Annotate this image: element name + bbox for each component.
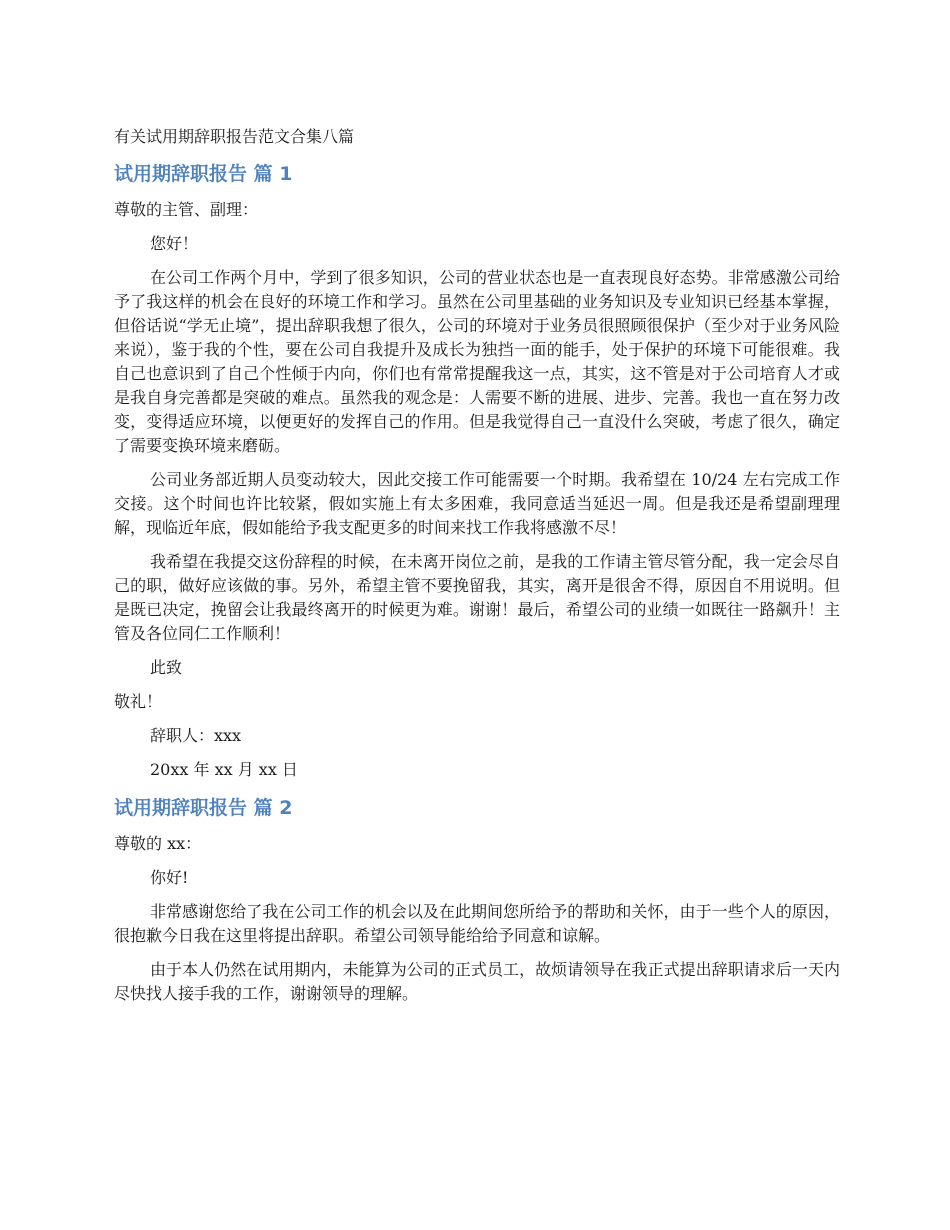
- signer: 辞职人：xxx: [150, 726, 242, 745]
- salutation: 尊敬的 xx：: [114, 834, 202, 853]
- greeting: 您好！: [150, 234, 199, 253]
- section-heading: 试用期辞职报告 篇 1: [114, 163, 293, 185]
- date: 20xx 年 xx 月 xx 日: [150, 760, 298, 779]
- body-paragraph: 非常感谢您给了我在公司工作的机会以及在此期间您所给予的帮助和关怀，由于一些个人的原因，很抱歉今日我在这里将提出辞职。希望公司领导能给给予同意和谅解。: [114, 902, 840, 945]
- document-title: 有关试用期辞职报告范文合集八篇: [114, 127, 355, 146]
- closing-line: 此致: [150, 658, 183, 677]
- salutation: 尊敬的主管、副理：: [114, 200, 259, 219]
- body-paragraph: 由于本人仍然在试用期内，未能算为公司的正式员工，故烦请领导在我正式提出辞职请求后一天内尽快找人接手我的工作，谢谢领导的理解。: [114, 960, 840, 1003]
- greeting: 你好!: [150, 868, 189, 887]
- body-paragraph: 我希望在我提交这份辞程的时候，在未离开岗位之前，是我的工作请主管尽管分配，我一定会尽自己的职，做好应该做的事。另外，希望主管不要挽留我，其实，离开是很舍不得，原因自不用说明。但是既已决定，挽留会让我最终离开的时候更为难。谢谢！最后，希望公司的业绩一如既往一路飙升！主管及各位同仁工作顺利！: [114, 552, 840, 643]
- closing-salute: 敬礼！: [114, 692, 163, 711]
- document-page: [114, 124, 840, 1016]
- section-heading: 试用期辞职报告 篇 2: [114, 797, 293, 819]
- body-paragraph: 公司业务部近期人员变动较大，因此交接工作可能需要一个时期。我希望在 10/24 左右完成工作交接。这个时间也许比较紧，假如实施上有太多困难，我同意适当延迟一周。但是我还是希望副理理解，现临近年底，假如能给予我支配更多的时间来找工作我将感激不尽！: [114, 470, 840, 537]
- section-1: [114, 160, 840, 782]
- section-2: [114, 794, 840, 1006]
- body-paragraph: 在公司工作两个月中，学到了很多知识，公司的营业状态也是一直表现良好态势。非常感激公司给予了我这样的机会在良好的环境工作和学习。虽然在公司里基础的业务知识及专业知识已经基本掌握，但俗话说“学无止境”，提出辞职我想了很久，公司的环境对于业务员很照顾很保护（至少对于业务风险来说），鉴于我的个性，要在公司自我提升及成长为独挡一面的能手，处于保护的环境下可能很难。我自己也意识到了自己个性倾于内向，你们也有常常提醒我这一点，其实，这不管是对于公司培育人才或是我自身完善都是突破的难点。虽然我的观念是：人需要不断的进展、进步、完善。我也一直在努力改变，变得适应环境，以便更好的发挥自己的作用。但是我觉得自己一直没什么突破，考虑了很久，确定了需要变换环境来磨砺。: [114, 268, 840, 455]
